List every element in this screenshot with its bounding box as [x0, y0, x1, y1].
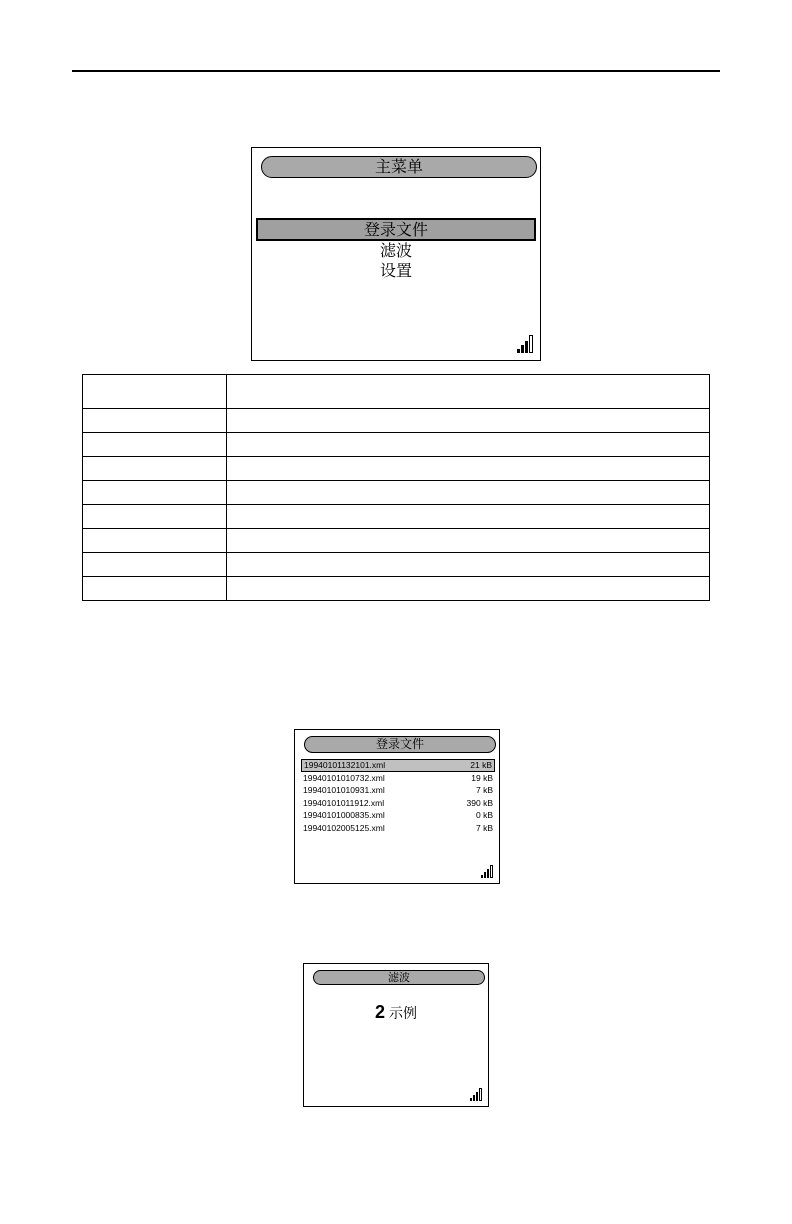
table-row: [83, 481, 710, 505]
table-cell: [83, 529, 227, 553]
table-cell: [83, 577, 227, 601]
header-rule: [72, 70, 720, 72]
filter-number: 2: [374, 1002, 385, 1022]
table-cell: [227, 481, 710, 505]
table-row: [83, 409, 710, 433]
file-name: 19940101010931.xml: [303, 785, 385, 795]
file-list: [301, 759, 495, 834]
table-cell: [227, 375, 710, 409]
file-row[interactable]: [301, 759, 495, 772]
file-name: 19940101011912.xml: [303, 797, 385, 808]
table-cell: [83, 553, 227, 577]
table-cell: [227, 457, 710, 481]
file-size: 390 kB: [466, 797, 493, 808]
table-cell: [227, 577, 710, 601]
table-cell: [227, 409, 710, 433]
table-row: [83, 553, 710, 577]
file-name: 19940102005125.xml: [303, 822, 385, 833]
file-name: 19940101000835.xml: [303, 810, 385, 820]
table-row: [83, 505, 710, 529]
table-cell: [83, 433, 227, 457]
screen-title: 滤波: [313, 970, 485, 985]
filter-label: 示例: [389, 1006, 417, 1022]
menu-item-filter[interactable]: 滤波: [379, 241, 412, 260]
table-cell: [227, 529, 710, 553]
signal-strength-icon: [470, 1088, 482, 1101]
table-cell: [83, 375, 227, 409]
file-row[interactable]: [301, 784, 495, 797]
screen-title: 登录文件: [304, 736, 496, 753]
log-files-screen: [294, 729, 500, 884]
table-row: [83, 375, 710, 409]
file-size: 7 kB: [475, 785, 493, 795]
table-cell: [227, 505, 710, 529]
table-row: [83, 529, 710, 553]
file-name: 19940101010732.xml: [303, 772, 385, 783]
file-size: 21 kB: [470, 760, 492, 770]
menu-item-settings[interactable]: 设置: [379, 261, 412, 280]
menu-item-log-files[interactable]: 登录文件: [256, 218, 536, 241]
file-size: 7 kB: [475, 822, 493, 833]
filter-screen: [303, 963, 489, 1107]
file-size: 19 kB: [471, 772, 493, 783]
filter-example: [304, 1002, 488, 1023]
table-cell: [227, 433, 710, 457]
screen-title: 主菜单: [261, 156, 537, 178]
file-name: 19940101132101.xml: [304, 760, 386, 770]
main-menu: [252, 218, 540, 281]
file-row[interactable]: [301, 772, 495, 785]
table-cell: [227, 553, 710, 577]
file-row[interactable]: [301, 797, 495, 810]
table-cell: [83, 505, 227, 529]
table-row: [83, 433, 710, 457]
table-cell: [83, 481, 227, 505]
table-cell: [83, 457, 227, 481]
table-cell: [83, 409, 227, 433]
blank-table: [82, 374, 710, 601]
file-size: 0 kB: [475, 810, 493, 820]
file-row[interactable]: [301, 822, 495, 835]
table-row: [83, 457, 710, 481]
signal-strength-icon: [517, 335, 533, 353]
table-row: [83, 577, 710, 601]
signal-strength-icon: [481, 865, 493, 878]
file-row[interactable]: [301, 809, 495, 822]
main-menu-screen: [251, 147, 541, 361]
